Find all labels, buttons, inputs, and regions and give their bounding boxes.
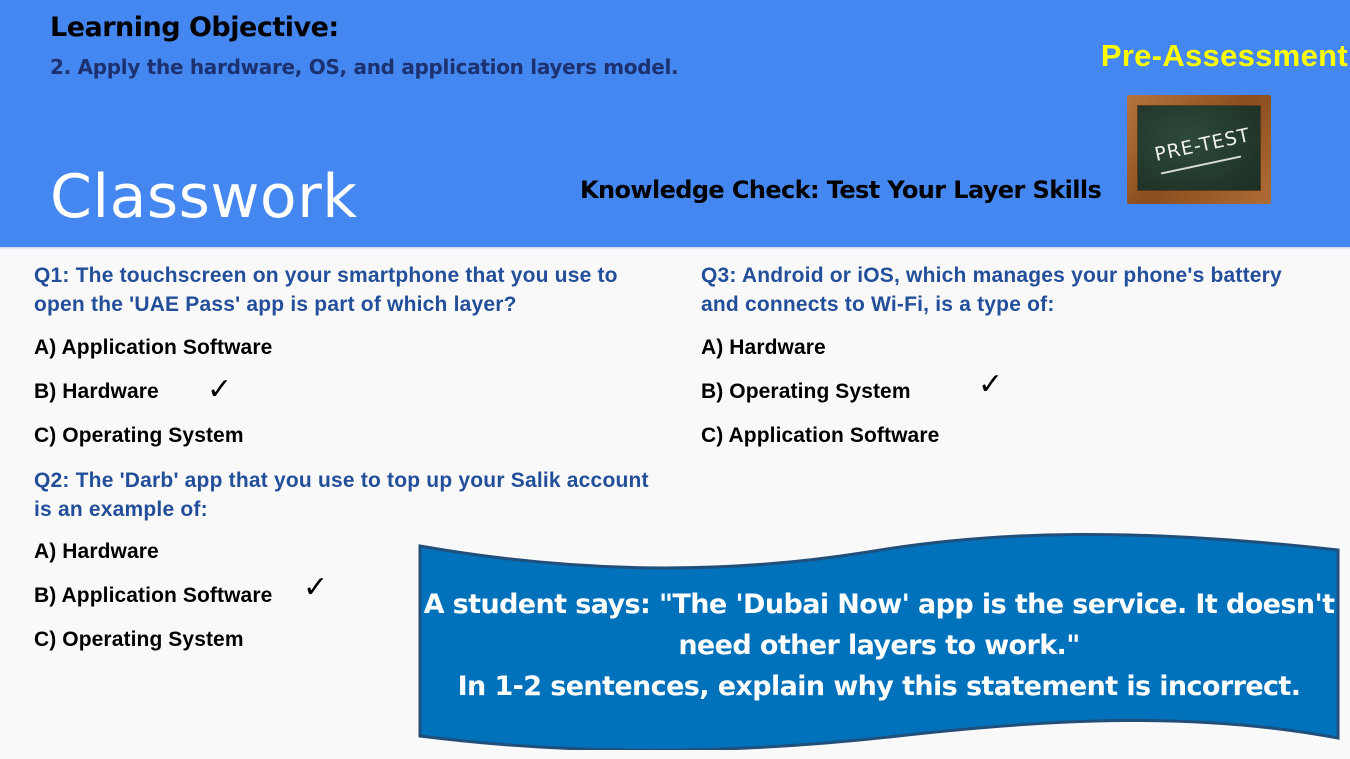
q1-option-a: A) Application Software — [34, 336, 273, 359]
banner-prompt — [420, 584, 1338, 707]
question-3 — [701, 261, 1282, 319]
q2-option-a: A) Hardware — [34, 540, 159, 563]
chalkboard-surface — [1137, 105, 1261, 191]
q2-check-mark-icon: ✓ — [303, 570, 329, 605]
question-2-line-2: is an example of: — [34, 498, 208, 521]
q1-option-b: B) Hardware — [34, 380, 159, 403]
learning-objective-text: 2. Apply the hardware, OS, and application layers model. — [50, 55, 679, 79]
question-1-line-2: open the 'UAE Pass' app is part of which layer? — [34, 293, 517, 316]
banner-line-3: In 1-2 sentences, explain why this statement is incorrect. — [457, 671, 1301, 702]
q3-option-c: C) Application Software — [701, 424, 940, 447]
question-2 — [34, 466, 649, 524]
question-3-line-2: and connects to Wi-Fi, is a type of: — [701, 293, 1055, 316]
q1-check-mark-icon: ✓ — [207, 372, 233, 407]
question-2-line-1: Q2: The 'Darb' app that you use to top up your Salik account — [34, 469, 649, 492]
q2-option-c: C) Operating System — [34, 628, 244, 651]
q3-check-mark-icon: ✓ — [978, 367, 1004, 402]
question-3-line-1: Q3: Android or iOS, which manages your phone's battery — [701, 264, 1282, 287]
chalkboard-text: PRE-TEST — [1152, 124, 1253, 166]
q3-option-b: B) Operating System — [701, 380, 911, 403]
knowledge-check-title: Knowledge Check: Test Your Layer Skills — [580, 176, 1102, 204]
learning-objective-title: Learning Objective: — [50, 12, 339, 43]
page-title: Classwork — [50, 162, 358, 232]
pre-assessment-label: Pre-Assessment — [1100, 38, 1348, 73]
banner-line-1: A student says: "The 'Dubai Now' app is the service. It doesn't — [423, 589, 1335, 620]
header-shadow — [0, 247, 1350, 250]
q2-option-b: B) Application Software — [34, 584, 273, 607]
pre-test-chalkboard-image — [1127, 95, 1271, 204]
question-1 — [34, 261, 618, 319]
banner-line-2: need other layers to work." — [678, 630, 1080, 661]
q1-option-c: C) Operating System — [34, 424, 244, 447]
question-1-line-1: Q1: The touchscreen on your smartphone that you use to — [34, 264, 618, 287]
q3-option-a: A) Hardware — [701, 336, 826, 359]
